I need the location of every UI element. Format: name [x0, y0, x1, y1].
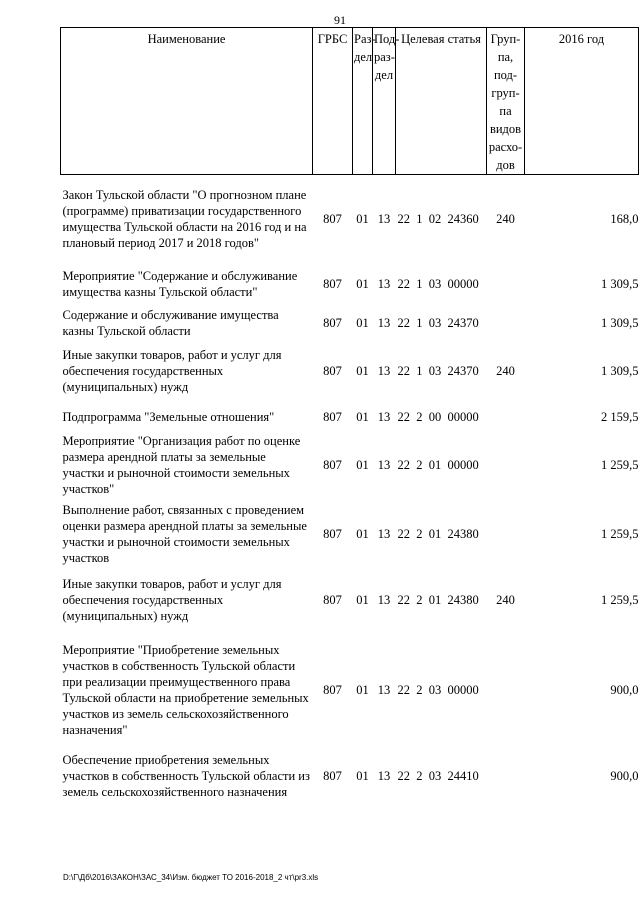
row-grbs: 807: [323, 364, 342, 378]
row-target: 22 1 03 24370: [397, 364, 479, 378]
row-target: 22 2 01 24380: [397, 593, 479, 607]
row-razdel: 01: [356, 593, 369, 607]
row-podrazdel: 13: [377, 364, 391, 378]
row-podrazdel: 13: [377, 458, 391, 472]
header-vid: Груп- па, под- груп- па видов расхо- дов: [487, 28, 525, 175]
row-grbs: 807: [323, 458, 342, 472]
row-vid: [487, 433, 525, 498]
row-name: Мероприятие "Приобретение земельных участков в собственность Тульской области при реализации преимущественного права Тульской области на приобретение земельных участков из земель сельскохозяйственного назначения": [62, 642, 309, 737]
row-sum: 900,0: [610, 769, 639, 783]
table-header-row: [61, 28, 639, 175]
row-podrazdel: 13: [377, 276, 391, 291]
row-grbs: 807: [323, 276, 342, 291]
header-grbs: ГРБС: [313, 28, 353, 175]
header-podrazdel: Под- раз- дел: [373, 28, 396, 175]
row-grbs: 807: [323, 682, 342, 697]
header-name: Наименование: [61, 28, 313, 175]
row-target: 22 2 01 00000: [397, 458, 479, 472]
row-vid: 240: [496, 364, 515, 378]
row-target: 22 2 00 00000: [397, 409, 479, 424]
row-podrazdel: 13: [377, 409, 391, 424]
row-razdel: 01: [356, 527, 369, 541]
row-podrazdel: 13: [377, 593, 391, 607]
row-target: 22 2 01 24380: [397, 527, 479, 541]
page-number: 91: [334, 13, 346, 27]
row-sum: 1 259,5: [601, 527, 639, 541]
row-name: Иные закупки товаров, работ и услуг для обеспечения государственных (муниципальных) нужд: [62, 577, 282, 623]
table-row: [61, 263, 639, 305]
row-sum: 1 309,5: [601, 364, 639, 378]
row-vid: [487, 750, 525, 803]
row-sum: 2 159,5: [601, 409, 639, 424]
row-razdel: 01: [356, 409, 369, 424]
row-grbs: 807: [323, 527, 342, 541]
table-row: [61, 571, 639, 630]
row-target: 22 1 02 24360: [397, 211, 479, 226]
row-name: Мероприятие "Организация работ по оценке размера арендной платы за земельные участки и рыночной стоимости земельных участков": [62, 434, 301, 496]
row-razdel: 01: [356, 458, 369, 472]
table-row: [61, 342, 639, 401]
table-row: [61, 498, 639, 571]
row-razdel: 01: [356, 769, 369, 783]
row-grbs: 807: [323, 593, 342, 607]
header-target: Целевая статья: [396, 28, 487, 175]
row-target: 22 2 03 24410: [397, 769, 479, 783]
row-vid: [487, 263, 525, 305]
row-vid: [487, 498, 525, 571]
header-year: 2016 год: [525, 28, 639, 175]
row-grbs: 807: [323, 409, 342, 424]
table-row: [61, 750, 639, 803]
row-target: 22 1 03 00000: [397, 276, 479, 291]
row-podrazdel: 13: [377, 682, 391, 697]
row-sum: 1 259,5: [601, 458, 639, 472]
table-row: [61, 630, 639, 750]
row-target: 22 1 03 24370: [397, 316, 479, 330]
header-razdel: Раз- дел: [353, 28, 373, 175]
row-vid: [487, 401, 525, 433]
row-vid: [487, 630, 525, 750]
row-podrazdel: 13: [377, 211, 391, 226]
row-name: Выполнение работ, связанных с проведением оценки размера арендной платы за земельные участки и рыночной стоимости земельных участков: [62, 503, 307, 565]
row-sum: 168,0: [610, 211, 639, 226]
row-name: Закон Тульской области "О прогнозном плане (программе) приватизации государственного имущества Тульской области на 2016 год и на плановый период 2017 и 2018 годов": [62, 187, 307, 250]
table-row: [61, 401, 639, 433]
row-vid: [487, 305, 525, 342]
row-name: Содержание и обслуживание имущества казны Тульской области: [62, 308, 279, 338]
row-sum: 1 309,5: [601, 316, 639, 330]
footer-file-path: D:\Г\Дб\2016\ЗАКОН\ЗАС_34\Изм. бюджет ТО 2016-2018_2 чт\pr3.xls: [63, 873, 319, 882]
row-vid: 240: [496, 593, 515, 607]
row-razdel: 01: [356, 316, 369, 330]
row-razdel: 01: [356, 211, 369, 226]
table-row: [61, 175, 639, 263]
row-grbs: 807: [323, 316, 342, 330]
row-razdel: 01: [356, 364, 369, 378]
row-podrazdel: 13: [377, 527, 391, 541]
table-row: [61, 305, 639, 342]
row-grbs: 807: [323, 211, 342, 226]
row-vid: 240: [496, 211, 515, 226]
budget-table: [60, 27, 639, 803]
row-name: Иные закупки товаров, работ и услуг для обеспечения государственных (муниципальных) нужд: [62, 348, 282, 394]
row-name: Мероприятие "Содержание и обслуживание имущества казны Тульской области": [62, 268, 298, 299]
row-target: 22 2 03 00000: [397, 682, 479, 697]
row-sum: 1 259,5: [601, 593, 639, 607]
row-sum: 900,0: [610, 682, 639, 697]
table-row: [61, 433, 639, 498]
row-name: Обеспечение приобретения земельных участков в собственность Тульской области из земель сельскохозяйственного назначения: [62, 753, 310, 799]
row-podrazdel: 13: [377, 769, 391, 783]
row-name: Подпрограмма "Земельные отношения": [62, 409, 275, 424]
row-grbs: 807: [323, 769, 342, 783]
row-razdel: 01: [356, 682, 369, 697]
row-razdel: 01: [356, 276, 369, 291]
row-podrazdel: 13: [377, 316, 391, 330]
row-sum: 1 309,5: [601, 276, 639, 291]
